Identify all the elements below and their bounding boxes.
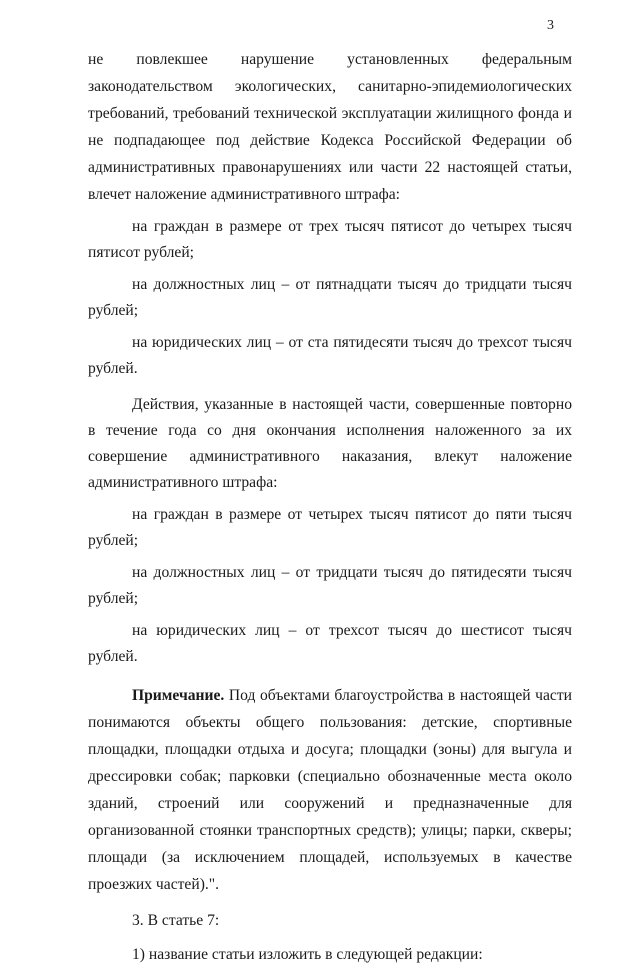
fine-citizens-paragraph: на граждан в размере от трех тысяч пятисот до четырех тысяч пятисот рублей; — [88, 218, 572, 261]
intro-paragraph: не повлекшее нарушение установленных федеральным законодательством экологических, санитарно-эпидемиологических требований, требований технической эксплуатации жилищного фонда и не подпадающее под действие Кодекса Российской Федерации об административных правонарушениях или части 22 настоящей статьи, влечет наложение административного штрафа: — [88, 51, 572, 203]
fine-officials-paragraph: на должностных лиц – от пятнадцати тысяч до тридцати тысяч рублей; — [88, 276, 572, 319]
fine-legal-entities-paragraph: на юридических лиц – от ста пятидесяти тысяч до трехсот тысяч рублей. — [88, 334, 572, 377]
article-item: 3. В статье 7: — [132, 912, 220, 929]
page-number: 3 — [547, 18, 554, 33]
repeat-fine-officials-paragraph: на должностных лиц – от тридцати тысяч до пятидесяти тысяч рублей; — [88, 564, 572, 607]
repeat-offense-paragraph: Действия, указанные в настоящей части, совершенные повторно в течение года со дня окончания исполнения наложенного за их совершение административного наказания, влекут наложение административного штрафа: — [88, 396, 572, 491]
repeat-fine-citizens-paragraph: на граждан в размере от четырех тысяч пятисот до пяти тысяч рублей; — [88, 506, 572, 549]
document-body — [88, 46, 572, 968]
subitem-paragraph: 1) название статьи изложить в следующей редакции: — [132, 946, 483, 963]
note-label: Примечание. — [132, 687, 225, 704]
note-text: Под объектами благоустройства в настоящей части понимаются объекты общего пользования: детские, спортивные площадки, площадки отдыха и досуга; площадки (зоны) для выгула и дрессировки собак; парковки (специально обозначенные места около зданий, строений или сооружений и предназначенные для организованной стоянки транспортных средств); улицы; парки, скверы; площади (за исключением площадей, используемых в качестве проезжих частей).". — [88, 687, 572, 893]
repeat-fine-legal-entities-paragraph: на юридических лиц – от трехсот тысяч до шестисот тысяч рублей. — [88, 622, 572, 665]
note-paragraph — [88, 682, 572, 898]
